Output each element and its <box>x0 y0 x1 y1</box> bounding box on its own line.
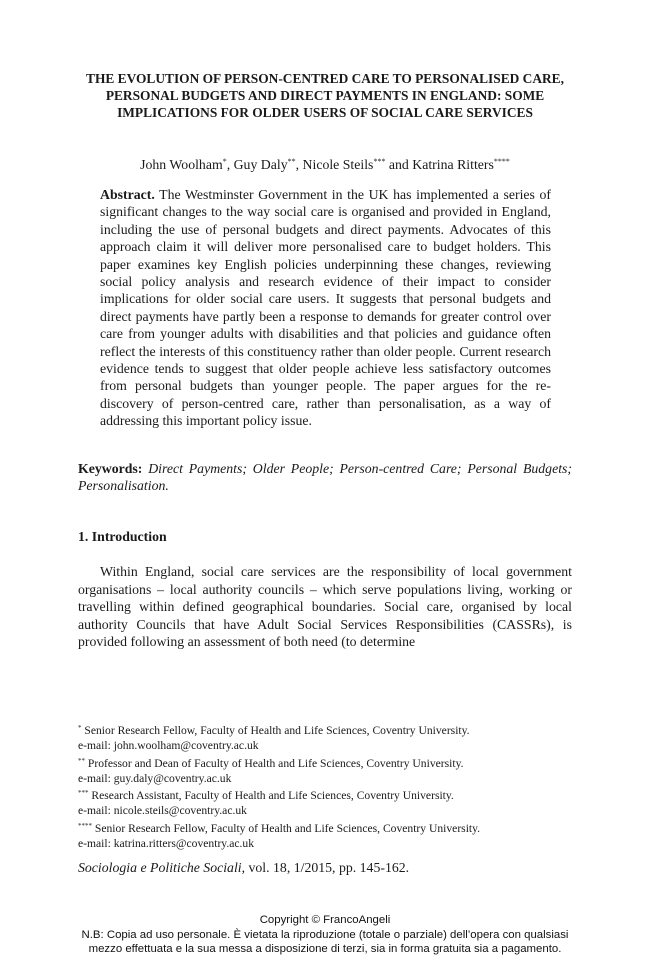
keywords-label: Keywords: <box>78 461 143 476</box>
footnote-email: e-mail: guy.daly@coventry.ac.uk <box>78 771 232 785</box>
copyright-line: mezzo effettuata e la sua messa a disposizione di terzi, sia in forma gratuita sia a pagamento. <box>88 943 562 956</box>
footnote-email: e-mail: john.woolham@coventry.ac.uk <box>78 739 259 753</box>
author-footnote-mark: ** <box>287 157 296 166</box>
journal-citation <box>78 859 409 876</box>
author-name: Guy Daly <box>233 157 288 172</box>
abstract <box>100 186 551 430</box>
author-separator: , <box>226 157 234 172</box>
copyright-line: N.B: Copia ad uso personale. È vietata la riproduzione (totale o parziale) dell’opera con qualsiasi <box>81 928 569 941</box>
paper-title: THE EVOLUTION OF PERSON-CENTRED CARE TO PERSONALISED CARE, PERSONAL BUDGETS AND DIRECT PAYMENTS IN ENGLAND: SOME IMPLICATIONS FOR OLDER USERS OF SOCIAL CARE SERVICES <box>86 71 564 120</box>
footnote-text: Professor and Dean of Faculty of Health and Life Sciences, Coventry University. <box>87 756 464 770</box>
abstract-text: The Westminster Government in the UK has implemented a series of significant changes to the way social care is organised and provided in England, including the use of personal budgets and direct payments. Advocates of this approach claim it will deliver more personalised care to budget holders. This paper examines key English policies underpinning these changes, reviewing social policy analysis and research evidence of their impact to consider implications for older social care users. It suggests that personal budgets and direct payments have partly been a response to demands for greater control over care from younger adults with disabilities and that policies and guidance often reflect the interests of this constituency rather than older people. Current research evidence tends to suggest that older people achieve less satisfactory outcomes from personal budgets than younger people. The paper argues for the re-discovery of person-centred care, rather than personalisation, as a way of addressing this important policy issue. <box>100 187 551 429</box>
author-name: Katrina Ritters <box>412 157 494 172</box>
section-heading: 1. Introduction <box>78 529 167 544</box>
footnote <box>78 754 572 771</box>
footnote-text: Senior Research Fellow, Faculty of Health and Life Sciences, Coventry University. <box>84 724 470 737</box>
author-footnote-mark: **** <box>493 157 510 166</box>
citation-details: , vol. 18, 1/2015, pp. 145-162. <box>241 860 410 875</box>
footnote-mark: **** <box>78 821 92 830</box>
author-footnote-mark: *** <box>373 157 386 166</box>
copyright-notice <box>0 913 650 957</box>
keywords <box>78 460 572 495</box>
footnote-email: e-mail: nicole.steils@coventry.ac.uk <box>78 804 247 818</box>
author-name: John Woolham <box>140 157 223 172</box>
footnote-text: Research Assistant, Faculty of Health and Life Sciences, Coventry University. <box>91 789 454 803</box>
footnote-mark: ** <box>78 756 85 765</box>
footnote <box>78 721 572 738</box>
abstract-label: Abstract. <box>100 187 155 202</box>
copyright-line: Copyright © FrancoAngeli <box>259 914 391 926</box>
footnote <box>78 819 572 836</box>
journal-name: Sociologia e Politiche Sociali <box>78 860 242 875</box>
footnotes <box>78 721 572 851</box>
author-list <box>78 153 572 174</box>
author-footnote-mark: * <box>222 157 227 166</box>
footnote-text: Senior Research Fellow, Faculty of Health and Life Sciences, Coventry University. <box>94 821 481 835</box>
keywords-text: Direct Payments; Older People; Person-centred Care; Personal Budgets; Personalisation. <box>78 461 572 494</box>
section-body: Within England, social care services are the responsibility of local government organisations – local authority councils – which serve populations living, working or travelling within defined geographical boundaries. Social care, organised by local authority Councils that have Adult Social Services Responsibilities (CASSRs), is provided following an assessment of both need (to determine <box>78 564 572 650</box>
author-separator: , <box>295 157 303 172</box>
footnote-mark: *** <box>78 789 89 798</box>
footnote-email: e-mail: katrina.ritters@coventry.ac.uk <box>78 837 255 851</box>
footnote-mark: * <box>78 724 82 732</box>
author-separator: and <box>385 157 413 172</box>
footnote <box>78 786 572 803</box>
author-name: Nicole Steils <box>302 157 374 172</box>
